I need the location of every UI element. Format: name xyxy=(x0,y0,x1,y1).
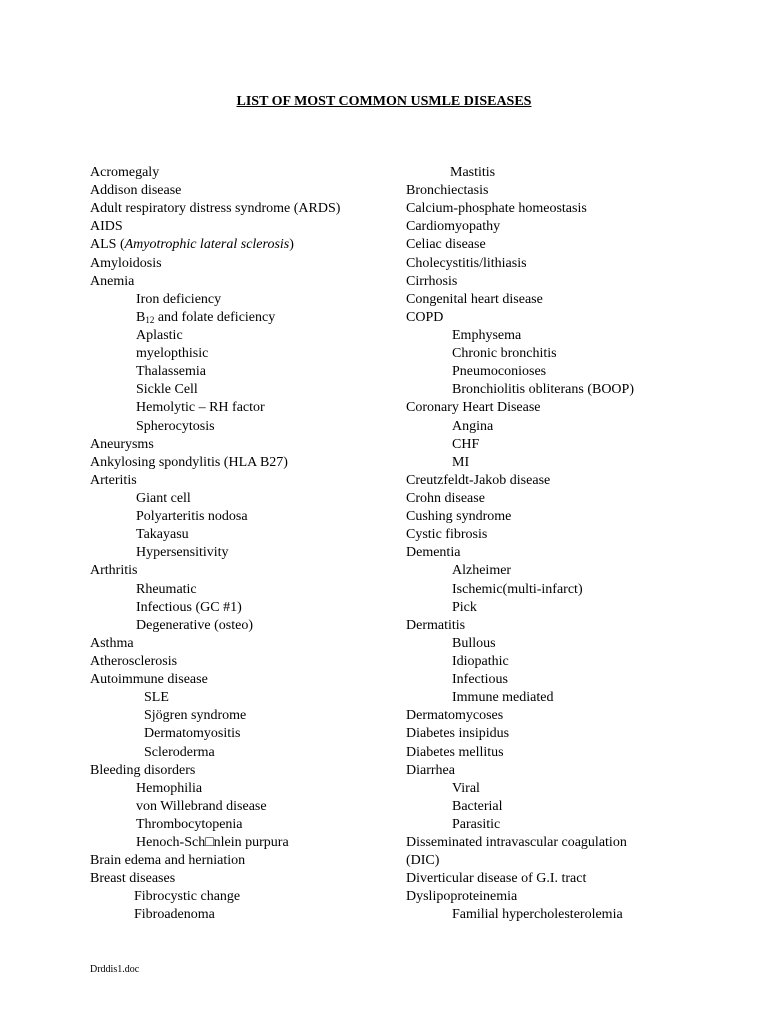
disease-subentry: Dermatomyositis xyxy=(144,726,241,742)
disease-subentry: Bullous xyxy=(452,635,496,651)
disease-subentry: Fibroadenoma xyxy=(134,907,215,923)
disease-entry: Bleeding disorders xyxy=(90,762,196,778)
disease-entry: Autoimmune disease xyxy=(90,672,208,688)
disease-subentry: Polyarteritis nodosa xyxy=(136,509,248,525)
disease-subentry: Emphysema xyxy=(452,327,522,343)
disease-subentry: Henoch-Sch□nlein purpura xyxy=(136,835,289,851)
disease-subentry: Hemophilia xyxy=(136,780,203,796)
disease-entry: Dermatitis xyxy=(406,617,466,633)
disease-subentry: MI xyxy=(452,454,470,470)
disease-entry: Creutzfeldt-Jakob disease xyxy=(406,472,551,488)
disease-subentry: Degenerative (osteo) xyxy=(136,617,253,633)
disease-subentry: Hemolytic – RH factor xyxy=(136,400,265,416)
disease-subentry: Pneumoconioses xyxy=(452,364,547,380)
disease-subentry: Angina xyxy=(452,418,494,434)
disease-entry: Anemia xyxy=(90,273,135,289)
disease-entry: Atherosclerosis xyxy=(90,653,178,669)
disease-entry: Brain edema and herniation xyxy=(90,853,246,869)
disease-subentry: Mastitis xyxy=(450,165,496,180)
disease-subentry: Familial hypercholesterolemia xyxy=(452,907,623,923)
disease-subentry: Bacterial xyxy=(452,798,503,814)
disease-subentry: myelopthisic xyxy=(136,346,209,362)
disease-subentry: Hypersensitivity xyxy=(136,545,229,561)
disease-entry: Arthritis xyxy=(90,563,138,579)
disease-subentry: Sjögren syndrome xyxy=(144,708,247,724)
disease-subentry: Sickle Cell xyxy=(136,382,198,398)
left-column-list xyxy=(90,164,400,925)
disease-entry: Cushing syndrome xyxy=(406,509,512,525)
disease-subentry: Bronchiolitis obliterans (BOOP) xyxy=(452,382,634,398)
disease-subentry: Takayasu xyxy=(136,527,189,543)
disease-subentry: von Willebrand disease xyxy=(136,798,267,814)
footer-filename: Drddis1.doc xyxy=(90,964,140,975)
disease-entry: Bronchiectasis xyxy=(406,183,489,199)
disease-subentry: $B_{12}$ and folate deficiency xyxy=(136,309,276,325)
disease-subentry: Parasitic xyxy=(452,816,501,832)
disease-entry: Arteritis xyxy=(90,472,137,488)
disease-entry: Calcium-phosphate homeostasis xyxy=(406,201,587,217)
disease-entry: Cirrhosis xyxy=(406,273,458,289)
disease-entry: Breast diseases xyxy=(90,871,176,887)
disease-entry: AIDS xyxy=(90,219,123,235)
disease-subentry: Chronic bronchitis xyxy=(452,346,557,362)
disease-entry: Celiac disease xyxy=(406,237,486,253)
disease-subentry: Spherocytosis xyxy=(136,418,215,434)
disease-entry: Dementia xyxy=(406,545,461,561)
disease-subentry: Ischemic(multi-infarct) xyxy=(452,581,583,597)
disease-entry: Amyloidosis xyxy=(90,255,162,271)
disease-subentry: Aplastic xyxy=(136,327,183,343)
disease-entry: (DIC) xyxy=(406,853,440,869)
disease-subentry: CHF xyxy=(452,436,480,452)
disease-entry: Cardiomyopathy xyxy=(406,219,501,235)
disease-entry: Aneurysms xyxy=(90,436,154,452)
disease-subentry: Iron deficiency xyxy=(136,291,222,307)
disease-entry: Asthma xyxy=(90,635,134,651)
disease-entry: Congenital heart disease xyxy=(406,291,543,307)
disease-subentry: Giant cell xyxy=(136,490,191,506)
disease-entry: Dyslipoproteinemia xyxy=(406,889,518,905)
disease-entry: COPD xyxy=(406,309,444,325)
disease-subentry: Thalassemia xyxy=(136,364,206,380)
disease-entry: Ankylosing spondylitis (HLA B27) xyxy=(90,454,288,470)
disease-entry: Addison disease xyxy=(90,183,182,199)
disease-entry: Diabetes mellitus xyxy=(406,744,504,760)
disease-subentry: Fibrocystic change xyxy=(134,889,241,905)
disease-subentry: Idiopathic xyxy=(452,653,509,669)
disease-subentry: Infectious (GC #1) xyxy=(136,599,242,615)
disease-subentry: Viral xyxy=(452,780,480,796)
disease-entry: Cholecystitis/lithiasis xyxy=(406,255,527,271)
disease-subentry: Thrombocytopenia xyxy=(136,816,243,832)
disease-entry: Diabetes insipidus xyxy=(406,726,510,742)
disease-subentry: Alzheimer xyxy=(452,563,512,579)
disease-subentry: Pick xyxy=(452,599,477,615)
disease-entry: Crohn disease xyxy=(406,490,485,506)
disease-entry: Diarrhea xyxy=(406,762,455,778)
page-title: LIST OF MOST COMMON USMLE DISEASES xyxy=(236,94,532,109)
disease-subentry: Immune mediated xyxy=(452,690,554,706)
disease-entry: Diverticular disease of G.I. tract xyxy=(406,871,587,887)
right-column-list xyxy=(406,164,746,925)
disease-entry: Adult respiratory distress syndrome (ARDS) xyxy=(90,201,341,217)
disease-entry: Coronary Heart Disease xyxy=(406,400,541,416)
disease-entry: Acromegaly xyxy=(90,165,160,180)
disease-entry: Disseminated intravascular coagulation xyxy=(406,835,627,851)
disease-subentry: Rheumatic xyxy=(136,581,197,597)
disease-entry: Dermatomycoses xyxy=(406,708,504,724)
disease-entry: Cystic fibrosis xyxy=(406,527,488,543)
disease-subentry: SLE xyxy=(144,690,169,706)
disease-subentry: Infectious xyxy=(452,672,508,688)
disease-subentry: Scleroderma xyxy=(144,744,215,760)
disease-entry: ALS (Amyotrophic lateral sclerosis) xyxy=(90,237,294,253)
